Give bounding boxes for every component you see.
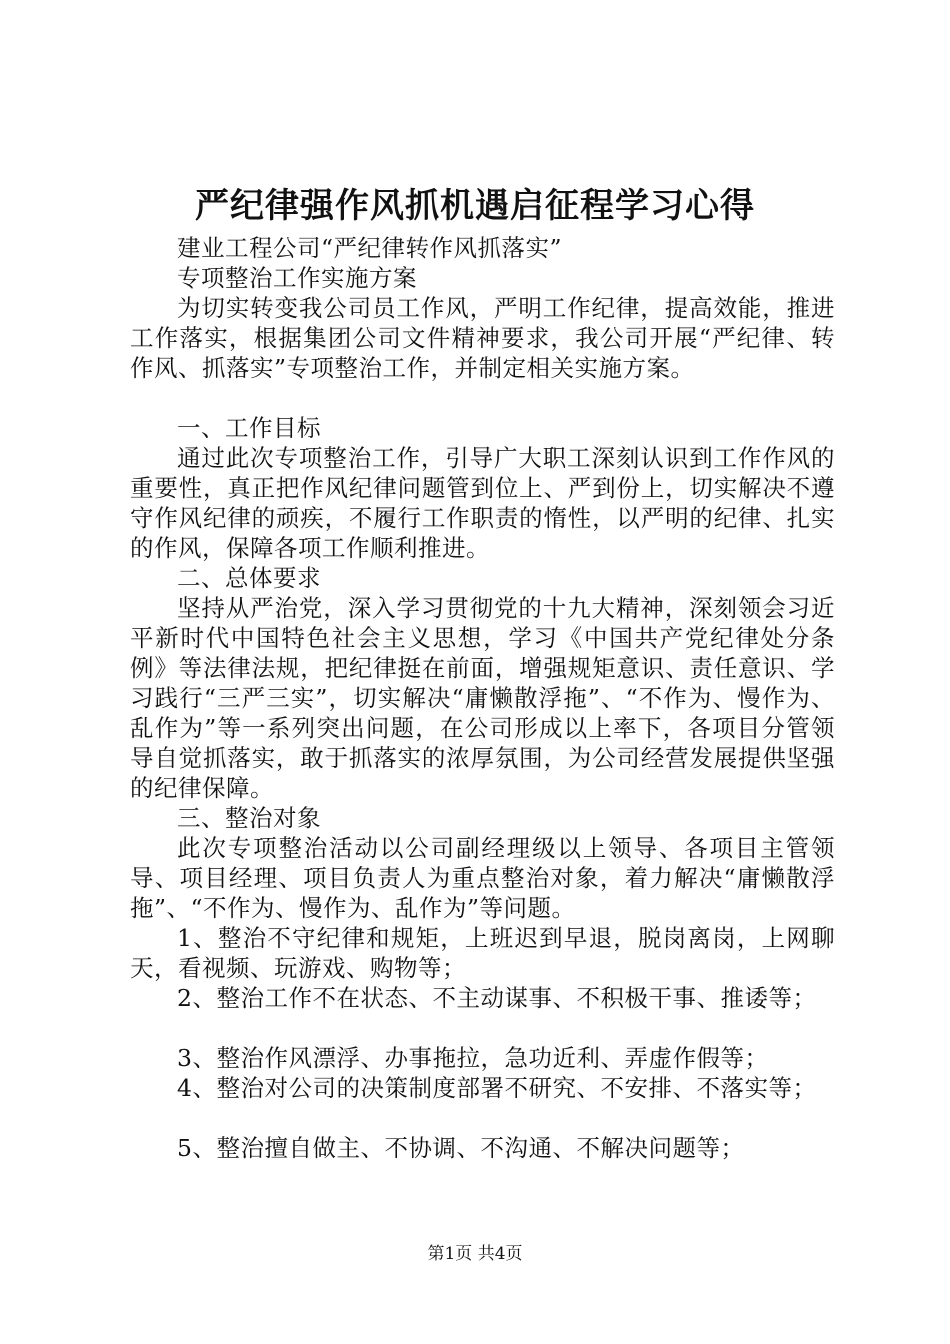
list-item-5: 5、整治擅自做主、不协调、不沟通、不解决问题等； <box>177 1134 745 1162</box>
paragraph-intro: 为切实转变我公司员工作风，严明工作纪律，提高效能，推进工作落实，根据集团公司文件精神要求，我公司开展“严纪律、转作风、抓落实”专项整治工作，并制定相关实施方案。 <box>130 294 835 382</box>
section-heading-requirements: 二、总体要求 <box>177 564 321 592</box>
paragraph-goals: 通过此次专项整治工作，引导广大职工深刻认识到工作作风的重要性，真正把作风纪律问题管到位上、严到份上，切实解决不遵守作风纪律的顽疾，不履行工作职责的惰性，以严明的纪律、扎实的作风，保障各项工作顺利推进。 <box>130 444 835 562</box>
paragraph-plan-heading: 专项整治工作实施方案 <box>177 264 417 292</box>
section-heading-targets: 三、整治对象 <box>177 804 321 832</box>
section-heading-goals: 一、工作目标 <box>177 414 321 442</box>
list-item-2: 2、整治工作不在状态、不主动谋事、不积极干事、推诿等； <box>177 984 817 1012</box>
list-item-3: 3、整治作风漂浮、办事拖拉，急功近利、弄虚作假等； <box>177 1044 769 1072</box>
paragraph-company-heading: 建业工程公司“严纪律转作风抓落实” <box>177 234 563 262</box>
list-item-4: 4、整治对公司的决策制度部署不研究、不安排、不落实等； <box>177 1074 817 1102</box>
page-footer: 第1页 共4页 <box>427 1244 523 1264</box>
document-title: 严纪律强作风抓机遇启征程学习心得 <box>195 186 755 226</box>
paragraph-targets: 此次专项整治活动以公司副经理级以上领导、各项目主管领导、项目经理、项目负责人为重点整治对象，着力解决“庸懒散浮拖”、“不作为、慢作为、乱作为”等问题。 <box>130 834 835 922</box>
paragraph-requirements: 坚持从严治党，深入学习贯彻党的十九大精神，深刻领会习近平新时代中国特色社会主义思想，学习《中国共产党纪律处分条例》等法律法规，把纪律挺在前面，增强规矩意识、责任意识、学习践行“三严三实”，切实解决“庸懒散浮拖”、“不作为、慢作为、乱作为”等一系列突出问题，在公司形成以上率下，各项目分管领导自觉抓落实，敢于抓落实的浓厚氛围，为公司经营发展提供坚强的纪律保障。 <box>130 594 835 802</box>
list-item-1: 1、整治不守纪律和规矩，上班迟到早退，脱岗离岗，上网聊天，看视频、玩游戏、购物等； <box>130 924 835 982</box>
document-body <box>130 233 835 1163</box>
